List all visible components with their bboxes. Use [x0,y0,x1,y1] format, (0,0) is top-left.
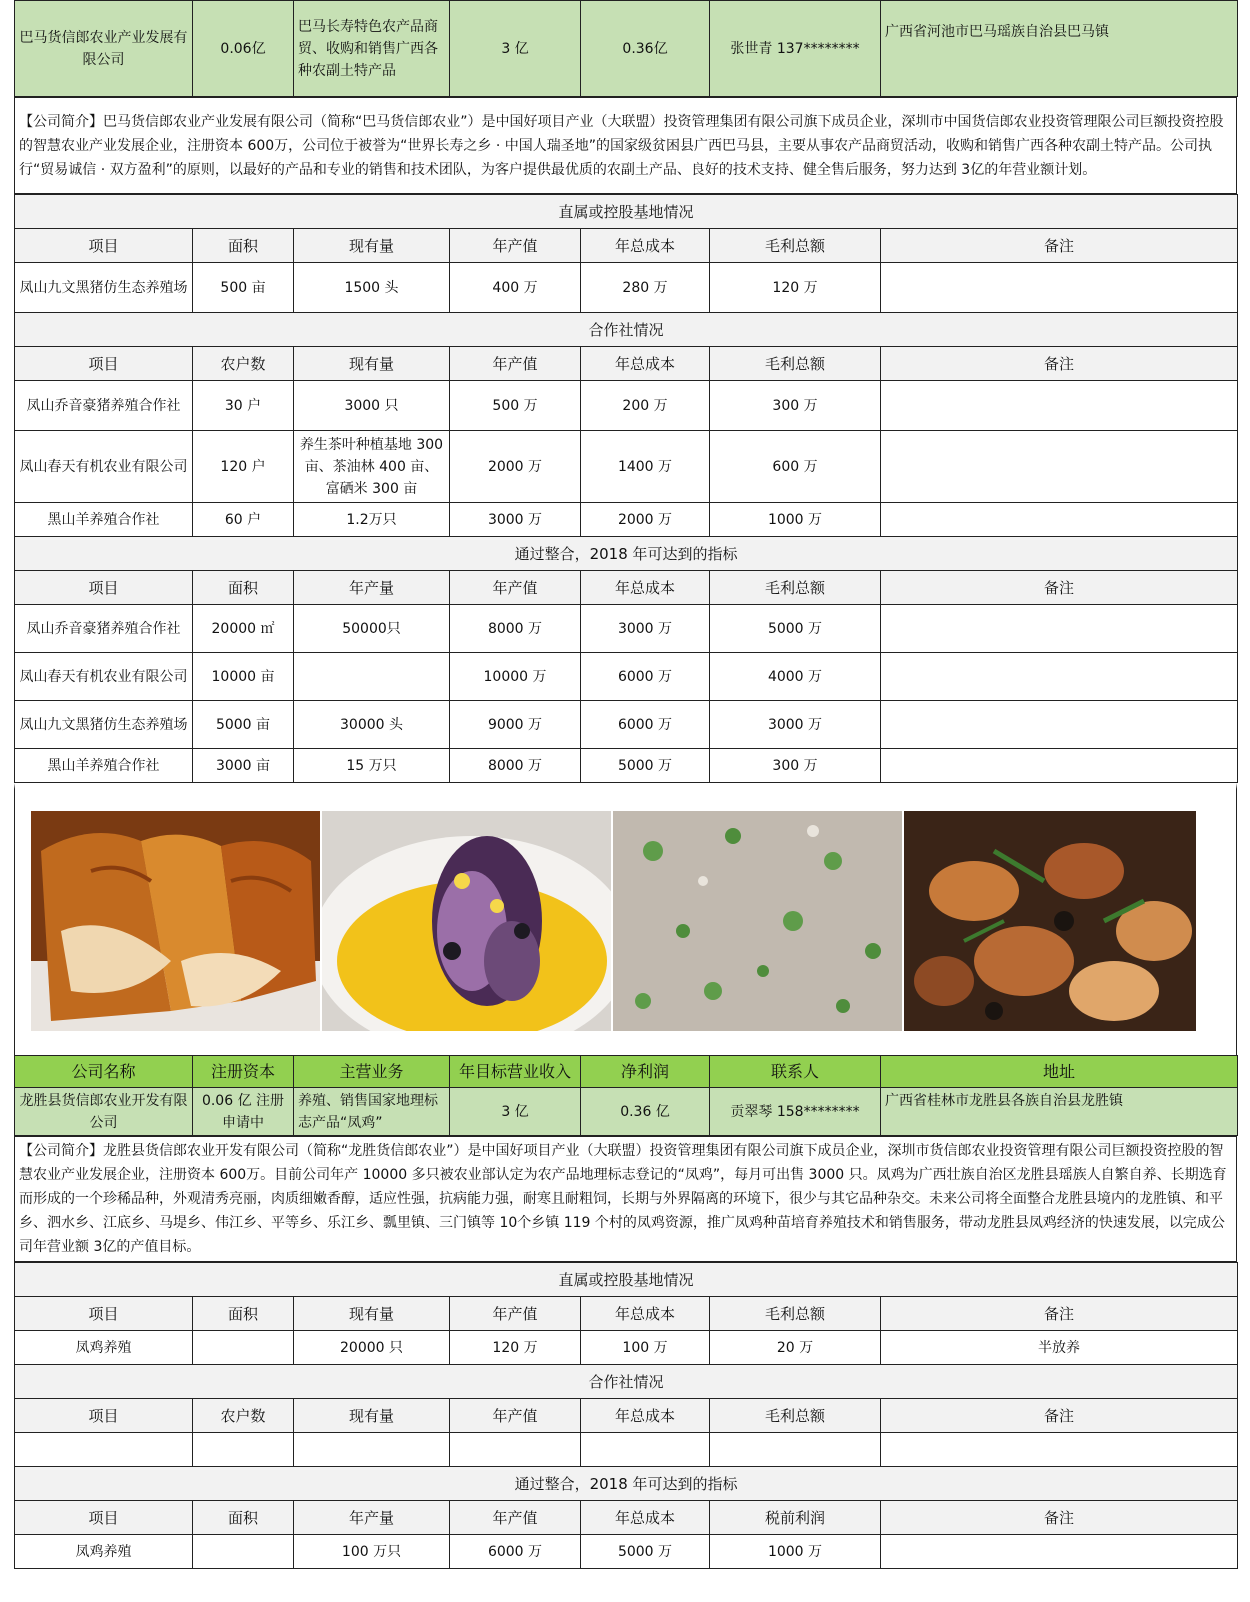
table-cell: 凤鸡养殖 [15,1331,193,1365]
table-row [15,431,1238,503]
table-cell: 9000 万 [450,701,581,749]
table-cell: 6000 万 [450,1535,581,1569]
table-cell: 凤鸡养殖 [15,1535,193,1569]
table-cell [881,503,1238,537]
colored-rice-photo [322,811,611,1031]
column-header: 农户数 [193,347,294,381]
column-header: 年总成本 [581,1399,710,1433]
table-cell: 15 万只 [294,749,450,783]
table-cell [881,653,1238,701]
company1-coop-header [15,347,1238,381]
column-header: 项目 [15,347,193,381]
table-cell: 6000 万 [581,701,710,749]
table-cell: 400 万 [450,263,581,313]
table-cell [581,1433,710,1467]
company1-intro-table [14,97,1237,194]
column-header: 项目 [15,1297,193,1331]
column-header: 现有量 [294,229,450,263]
table-row [15,653,1238,701]
company1-targets-title: 通过整合，2018 年可达到的指标 [15,537,1238,571]
column-header: 面积 [193,229,294,263]
company2-base-title: 直属或控股基地情况 [15,1263,1238,1297]
table-cell: 凤山九文黑猪仿生态养殖场 [15,263,193,313]
table-cell: 5000 万 [581,749,710,783]
table-row [15,605,1238,653]
food-photo-strip [14,783,1237,1055]
table-cell: 300 万 [710,749,881,783]
table-cell: 100 万 [581,1331,710,1365]
company1-capital: 0.06亿 [193,1,294,97]
column-header: 年总成本 [581,1297,710,1331]
table-cell [881,381,1238,431]
table-cell [294,653,450,701]
table-cell: 2000 万 [450,431,581,503]
column-header: 农户数 [193,1399,294,1433]
company2-capital: 0.06 亿 注册申请中 [193,1088,294,1136]
table-cell: 20000 只 [294,1331,450,1365]
company2-base-header [15,1297,1238,1331]
table-cell [15,1433,193,1467]
column-header: 备注 [881,1501,1238,1535]
column-header: 主营业务 [294,1056,450,1088]
table-cell: 5000 万 [710,605,881,653]
table-cell: 1000 万 [710,503,881,537]
company1-intro: 【公司简介】巴马货信郎农业产业发展有限公司（简称“巴马货信郎农业”）是中国好项目产业（大联盟）投资管理集团有限公司旗下成员企业，深圳市中国货信郎农业投资管理限公司巨额投资控股的智慧农业产业发展企业，注册资本 600万，公司位于被誉为“世界长寿之乡 · 中国人瑞圣地”的国家级贫困县广西巴马县，主要从事农产品商贸活动，收购和销售广西各种农副土特产品。公司执行“贸易诚信 · 双方盈利”的原则，以最好的产品和专业的销售和技术团队，为客户提供最优质的农副土产品、良好的技术支持、健全售后服务，努力达到 3亿的年营业额计划。 [15,98,1237,194]
table-cell: 8000 万 [450,749,581,783]
company2-detail-table [14,1262,1238,1569]
table-cell: 8000 万 [450,605,581,653]
company1-targets-header [15,571,1238,605]
column-header: 备注 [881,1399,1238,1433]
table-cell: 3000 亩 [193,749,294,783]
column-header: 年产值 [450,1297,581,1331]
company1-contact: 张世青 137******** [710,1,881,97]
column-header: 年总成本 [581,229,710,263]
table-row [15,503,1238,537]
table-cell: 60 户 [193,503,294,537]
column-header: 项目 [15,571,193,605]
table-cell: 200 万 [581,381,710,431]
table-row [15,701,1238,749]
column-header: 面积 [193,1297,294,1331]
company2-contact: 贡翠琴 158******** [710,1088,881,1136]
company2-targets-header [15,1501,1238,1535]
table-cell: 280 万 [581,263,710,313]
table-cell [881,263,1238,313]
table-cell: 黑山羊养殖合作社 [15,749,193,783]
column-header: 现有量 [294,1399,450,1433]
column-header: 项目 [15,1501,193,1535]
column-header: 净利润 [581,1056,710,1088]
column-header: 年总成本 [581,571,710,605]
column-header: 毛利总额 [710,347,881,381]
table-cell: 20000 ㎡ [193,605,294,653]
table-cell: 10000 万 [450,653,581,701]
table-cell: 10000 亩 [193,653,294,701]
table-cell: 120 万 [450,1331,581,1365]
spreadsheet [14,0,1237,1569]
column-header: 面积 [193,1501,294,1535]
table-cell: 500 万 [450,381,581,431]
column-header: 年目标营业收入 [450,1056,581,1088]
company2-intro: 【公司简介】龙胜县货信郎农业开发有限公司（简称“龙胜货信郎农业”）是中国好项目产业（大联盟）投资管理集团有限公司旗下成员企业，深圳市货信郎农业投资管理有限公司巨额投资控股的智慧农业产业发展企业，注册资本 600万。目前公司年产 10000 多只被农业部认定为农产品地理标志登记的“凤鸡”，每月可出售 3000 只。凤鸡为广西壮族自治区龙胜县瑶族人自繁自养、长期选育而形成的一个珍稀品种，外观清秀亮丽，肉质细嫩香醇，适应性强，抗病能力强，耐寒且耐粗饲，长期与外界隔离的环境下，很少与其它品种杂交。未来公司将全面整合龙胜县境内的龙胜镇、和平乡、泗水乡、江底乡、马堤乡、伟江乡、平等乡、乐江乡、瓢里镇、三门镇等 10个乡镇 119 个村的凤鸡资源，推广凤鸡种苗培育养殖技术和销售服务，带动龙胜县凤鸡经济的快速发展，以完成公司年营业额 3亿的产值目标。 [15,1137,1237,1262]
table-cell: 30000 头 [294,701,450,749]
roast-pork-photo [31,811,320,1031]
table-cell: 50000只 [294,605,450,653]
column-header: 毛利总额 [710,1297,881,1331]
column-header: 年产量 [294,571,450,605]
table-row [15,381,1238,431]
company2-business: 养殖、销售国家地理标志产品“凤鸡” [294,1088,450,1136]
column-header: 税前利润 [710,1501,881,1535]
column-header: 现有量 [294,347,450,381]
table-cell: 6000 万 [581,653,710,701]
table-cell [710,1433,881,1467]
table-cell [881,1535,1238,1569]
table-cell: 黑山羊养殖合作社 [15,503,193,537]
table-cell: 500 亩 [193,263,294,313]
column-header: 年总成本 [581,347,710,381]
company2-summary-row [15,1088,1238,1136]
column-header: 年产值 [450,1501,581,1535]
table-cell: 5000 亩 [193,701,294,749]
company1-name: 巴马货信郎农业产业发展有限公司 [15,1,193,97]
table-cell [881,431,1238,503]
column-header: 项目 [15,229,193,263]
table-cell: 3000 万 [450,503,581,537]
table-cell: 养生茶叶种植基地 300 亩、茶油林 400 亩、富硒米 300 亩 [294,431,450,503]
column-header: 年产值 [450,571,581,605]
table-cell: 300 万 [710,381,881,431]
stir-fry-photo [904,811,1196,1031]
table-cell: 1.2万只 [294,503,450,537]
column-header: 年产量 [294,1501,450,1535]
table-cell: 凤山春天有机农业有限公司 [15,431,193,503]
company1-summary-table [14,0,1238,97]
column-header: 备注 [881,347,1238,381]
column-header: 现有量 [294,1297,450,1331]
table-cell: 凤山九文黑猪仿生态养殖场 [15,701,193,749]
column-header: 毛利总额 [710,229,881,263]
company1-target-revenue: 3 亿 [450,1,581,97]
table-row [15,1535,1238,1569]
company1-summary-row [15,1,1238,97]
table-cell [881,1433,1238,1467]
company1-address: 广西省河池市巴马瑶族自治县巴马镇 [881,1,1238,97]
table-row [15,263,1238,313]
minced-dish-photo [613,811,902,1031]
column-header: 备注 [881,1297,1238,1331]
column-header: 面积 [193,571,294,605]
table-cell: 20 万 [710,1331,881,1365]
table-cell [193,1331,294,1365]
table-cell [881,605,1238,653]
company2-intro-table [14,1136,1237,1262]
company1-coop-title: 合作社情况 [15,313,1238,347]
table-cell: 半放养 [881,1331,1238,1365]
table-row [15,1433,1238,1467]
company2-coop-title: 合作社情况 [15,1365,1238,1399]
company1-base-title: 直属或控股基地情况 [15,195,1238,229]
column-header: 备注 [881,229,1238,263]
column-header: 注册资本 [193,1056,294,1088]
table-cell: 1000 万 [710,1535,881,1569]
table-row [15,749,1238,783]
table-cell: 2000 万 [581,503,710,537]
table-cell: 凤山春天有机农业有限公司 [15,653,193,701]
column-header: 毛利总额 [710,571,881,605]
company2-targets-title: 通过整合，2018 年可达到的指标 [15,1467,1238,1501]
company2-target-revenue: 3 亿 [450,1088,581,1136]
company2-table [14,1055,1238,1136]
table-cell: 4000 万 [710,653,881,701]
table-cell [450,1433,581,1467]
column-header: 毛利总额 [710,1399,881,1433]
table-cell: 100 万只 [294,1535,450,1569]
table-cell [881,749,1238,783]
table-cell: 600 万 [710,431,881,503]
company2-name: 龙胜县货信郎农业开发有限公司 [15,1088,193,1136]
table-cell: 1400 万 [581,431,710,503]
table-cell: 1500 头 [294,263,450,313]
column-header: 年产值 [450,229,581,263]
column-header: 年产值 [450,347,581,381]
table-cell [881,701,1238,749]
table-cell: 5000 万 [581,1535,710,1569]
column-header: 年总成本 [581,1501,710,1535]
company1-net-profit: 0.36亿 [581,1,710,97]
column-header: 公司名称 [15,1056,193,1088]
company2-coop-header [15,1399,1238,1433]
table-cell: 凤山乔音豪猪养殖合作社 [15,605,193,653]
table-cell: 30 户 [193,381,294,431]
column-header: 联系人 [710,1056,881,1088]
table-cell: 凤山乔音豪猪养殖合作社 [15,381,193,431]
column-header: 年产值 [450,1399,581,1433]
company1-base-header [15,229,1238,263]
table-cell [193,1535,294,1569]
table-cell [193,1433,294,1467]
company1-base-table [14,194,1238,783]
company2-address: 广西省桂林市龙胜县各族自治县龙胜镇 [881,1088,1238,1136]
table-cell: 3000 万 [581,605,710,653]
table-cell: 120 万 [710,263,881,313]
column-header: 地址 [881,1056,1238,1088]
company2-header [15,1056,1238,1088]
company1-business: 巴马长寿特色农产品商贸、收购和销售广西各种农副土特产品 [294,1,450,97]
table-cell [294,1433,450,1467]
column-header: 项目 [15,1399,193,1433]
table-cell: 120 户 [193,431,294,503]
table-cell: 3000 只 [294,381,450,431]
table-cell: 3000 万 [710,701,881,749]
column-header: 备注 [881,571,1238,605]
table-row [15,1331,1238,1365]
company2-net-profit: 0.36 亿 [581,1088,710,1136]
